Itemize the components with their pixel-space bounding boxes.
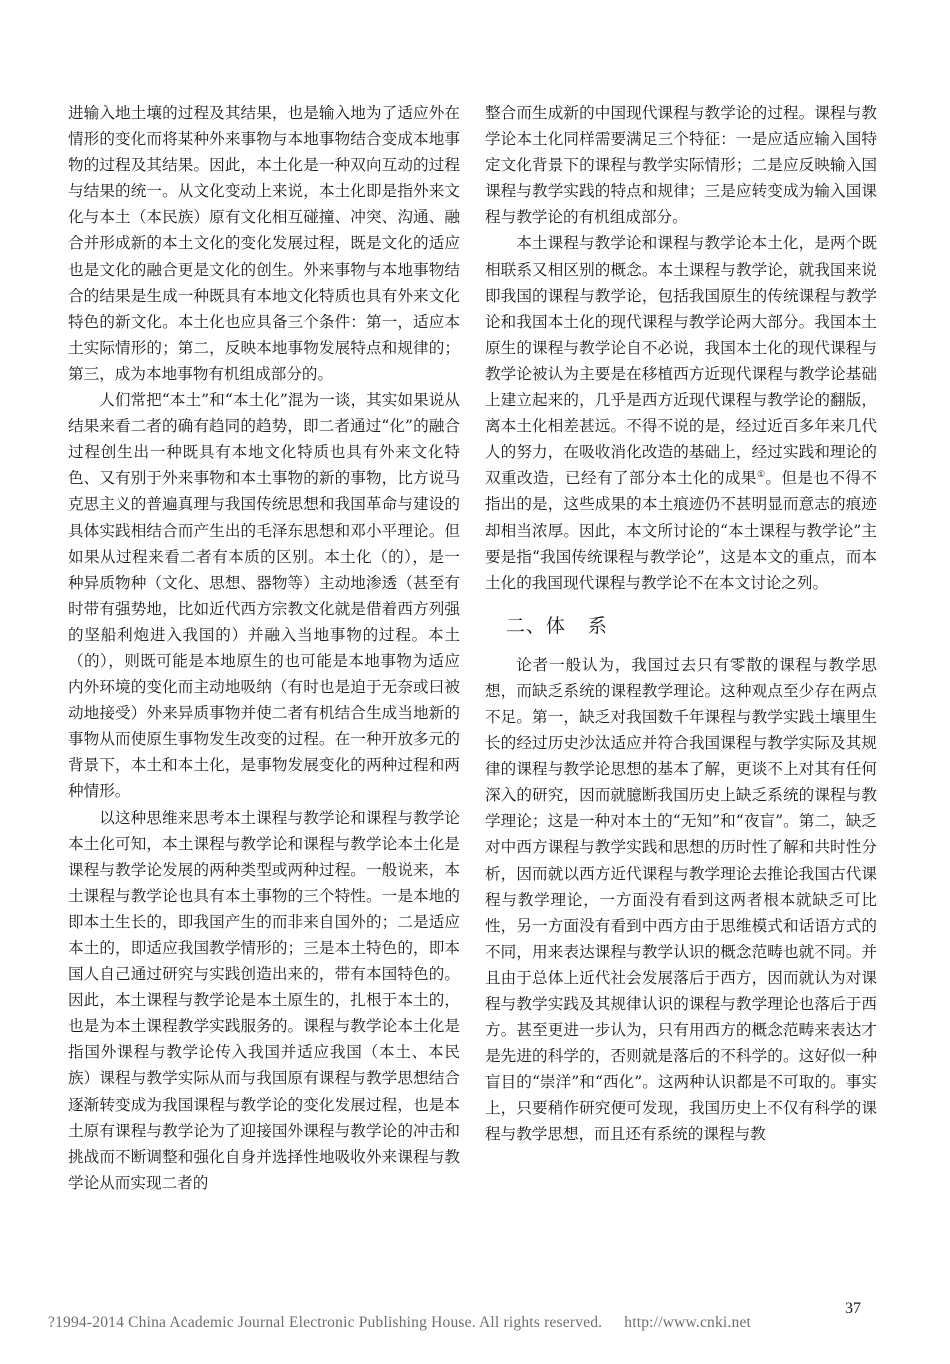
paragraph-right-2-before-note: 本土课程与教学论和课程与教学论本土化，是两个既相联系又相区别的概念。本土课程与教学论，就我国来说即我国的课程与教学论，包括我国原生的传统课程与教学论和我国本土化的现代课程与教学论两大部分。我国本土原生的课程与教学论自不必说，我国本土化的现代课程与教学论被认为主要是在移植西方近现代课程与教学论基础上建立起来的，几乎是西方近现代课程与教学论的翻版，离本土化相差甚远。不得不说的是，经过近百多年来几代人的努力，在吸收消化改造的基础上，经过实践和理论的双重改造，已经有了部分本土化的成果 — [485, 234, 877, 488]
footer-copyright: ?1994-2014 China Academic Journal Electronic Publishing House. All rights reserved. — [48, 1314, 603, 1331]
paragraph-right-2-after-note: 。但是也不得不指出的是，这些成果的本土痕迹仍不甚明显而意志的痕迹却相当浓厚。因此，本文所讨论的“本土课程与教学论”主要是指“我国传统课程与教学论”，这是本文的重点，而本土化的我国现代课程与教学论不在本文讨论之列。 — [485, 469, 877, 592]
left-column — [68, 100, 460, 1196]
footnote-mark[interactable]: ① — [756, 470, 766, 481]
section-heading — [485, 612, 877, 640]
paragraph-left-2: 人们常把“本土”和“本土化”混为一谈，其实如果说从结果来看二者的确有趋同的趋势，即二者通过“化”的融合过程创生出一种既具有本地文化特质也具有外来文化特色、又有别于外来事物和本土事物的新的事物，比方说马克思主义的普遍真理与我国传统思想和我国革命与建设的具体实践相结合而产生出的毛泽东思想和邓小平理论。但如果从过程来看二者有本质的区别。本土化（的），是一种异质物种（文化、思想、器物等）主动地渗透（甚至有时带有强势地，比如近代西方宗教文化就是借着西方列强的坚船利炮进入我国的）并融入当地事物的过程。本土（的），则既可能是本地原生的也可能是本地事物为适应内外环境的变化而主动地吸纳（有时也是迫于无奈或曰被动地接受）外来异质事物并使二者有机结合生成当地新的事物从而使原生事物发生改变的过程。在一种开放多元的背景下，本土和本土化，是事物发展变化的两种过程和两种情形。 — [68, 391, 460, 801]
paragraph-right-1: 整合而生成新的中国现代课程与教学论的过程。课程与教学论本土化同样需要满足三个特征：一是应适应输入国特定文化背景下的课程与教学实际情形；二是应反映输入国课程与教学实践的特点和规律；三是应转变成为输入国课程与教学论的有机组成部分。 — [485, 104, 877, 227]
section-heading-word: 系 — [587, 614, 608, 637]
footer — [48, 1314, 751, 1332]
page-number: 37 — [845, 1300, 861, 1317]
footer-url[interactable]: http://www.cnki.net — [624, 1314, 752, 1331]
right-column — [485, 100, 877, 1148]
section-heading-number: 二、体 — [505, 614, 566, 637]
paragraph-left-3: 以这种思维来思考本土课程与教学论和课程与教学论本土化可知，本土课程与教学论和课程与教学论本土化是课程与教学论发展的两种类型或两种过程。一般说来，本土课程与教学论也具有本土事物的三个特性。一是本地的即本土生长的，即我国产生的而非来自国外的；二是适应本土的，即适应我国教学情形的；三是本土特色的，即本国人自己通过研究与实践创造出来的，带有本国特色的。因此，本土课程与教学论是本土原生的，扎根于本土的，也是为本土课程教学实践服务的。课程与教学论本土化是指国外课程与教学论传入我国并适应我国（本土、本民族）课程与教学实际从而与我国原有课程与教学思想结合逐渐转变成为我国课程与教学论的变化发展过程，也是本土原有课程与教学论为了迎接国外课程与教学论的冲击和挑战而不断调整和强化自身并选择性地吸收外来课程与教学论从而实现二者的 — [68, 808, 460, 1192]
paragraph-right-2 — [485, 230, 877, 595]
paragraph-right-3: 论者一般认为，我国过去只有零散的课程与教学思想，而缺乏系统的课程教学理论。这种观点至少存在两点不足。第一，缺乏对我国数千年课程与教学实践土壤里生长的经过历史沙汰适应并符合我国课程与教学实际及其规律的课程与教学论思想的基本了解，更谈不上对其有任何深入的研究，因而就臆断我国历史上缺乏系统的课程与教学理论；这是一种对本土的“无知”和“夜盲”。第二，缺乏对中西方课程与教学实践和思想的历时性了解和共时性分析，因而就以西方近代课程与教学理论去推论我国古代课程与教学理论，一方面没有看到这两者根本就缺乏可比性，另一方面没有看到中西方由于思维模式和话语方式的不同，用来表达课程与教学认识的概念范畴也就不同。并且由于总体上近代社会发展落后于西方，因而就认为对课程与教学实践及其规律认识的课程与教学理论也落后于西方。甚至更进一步认为，只有用西方的概念范畴来表达才是先进的科学的，否则就是落后的不科学的。这好似一种盲目的“崇洋”和“西化”。这两种认识都是不可取的。事实上，只要稍作研究便可发现，我国历史上不仅有科学的课程与教学思想，而且还有系统的课程与教 — [485, 655, 877, 1144]
paragraph-left-1: 进输入地土壤的过程及其结果，也是输入地为了适应外在情形的变化而将某种外来事物与本地事物结合变成本地事物的过程及其结果。因此，本土化是一种双向互动的过程与结果的统一。从文化变动上来说，本土化即是指外来文化与本土（本民族）原有文化相互碰撞、冲突、沟通、融合并形成新的本土文化的变化发展过程，既是文化的适应也是文化的融合更是文化的创生。外来事物与本地事物结合的结果是生成一种既具有本地文化特质也具有外来文化特色的新文化。本土化也应具备三个条件：第一，适应本土实际情形的；第二，反映本地事物发展特点和规律的；第三，成为本地事物有机组成部分的。 — [68, 104, 460, 383]
